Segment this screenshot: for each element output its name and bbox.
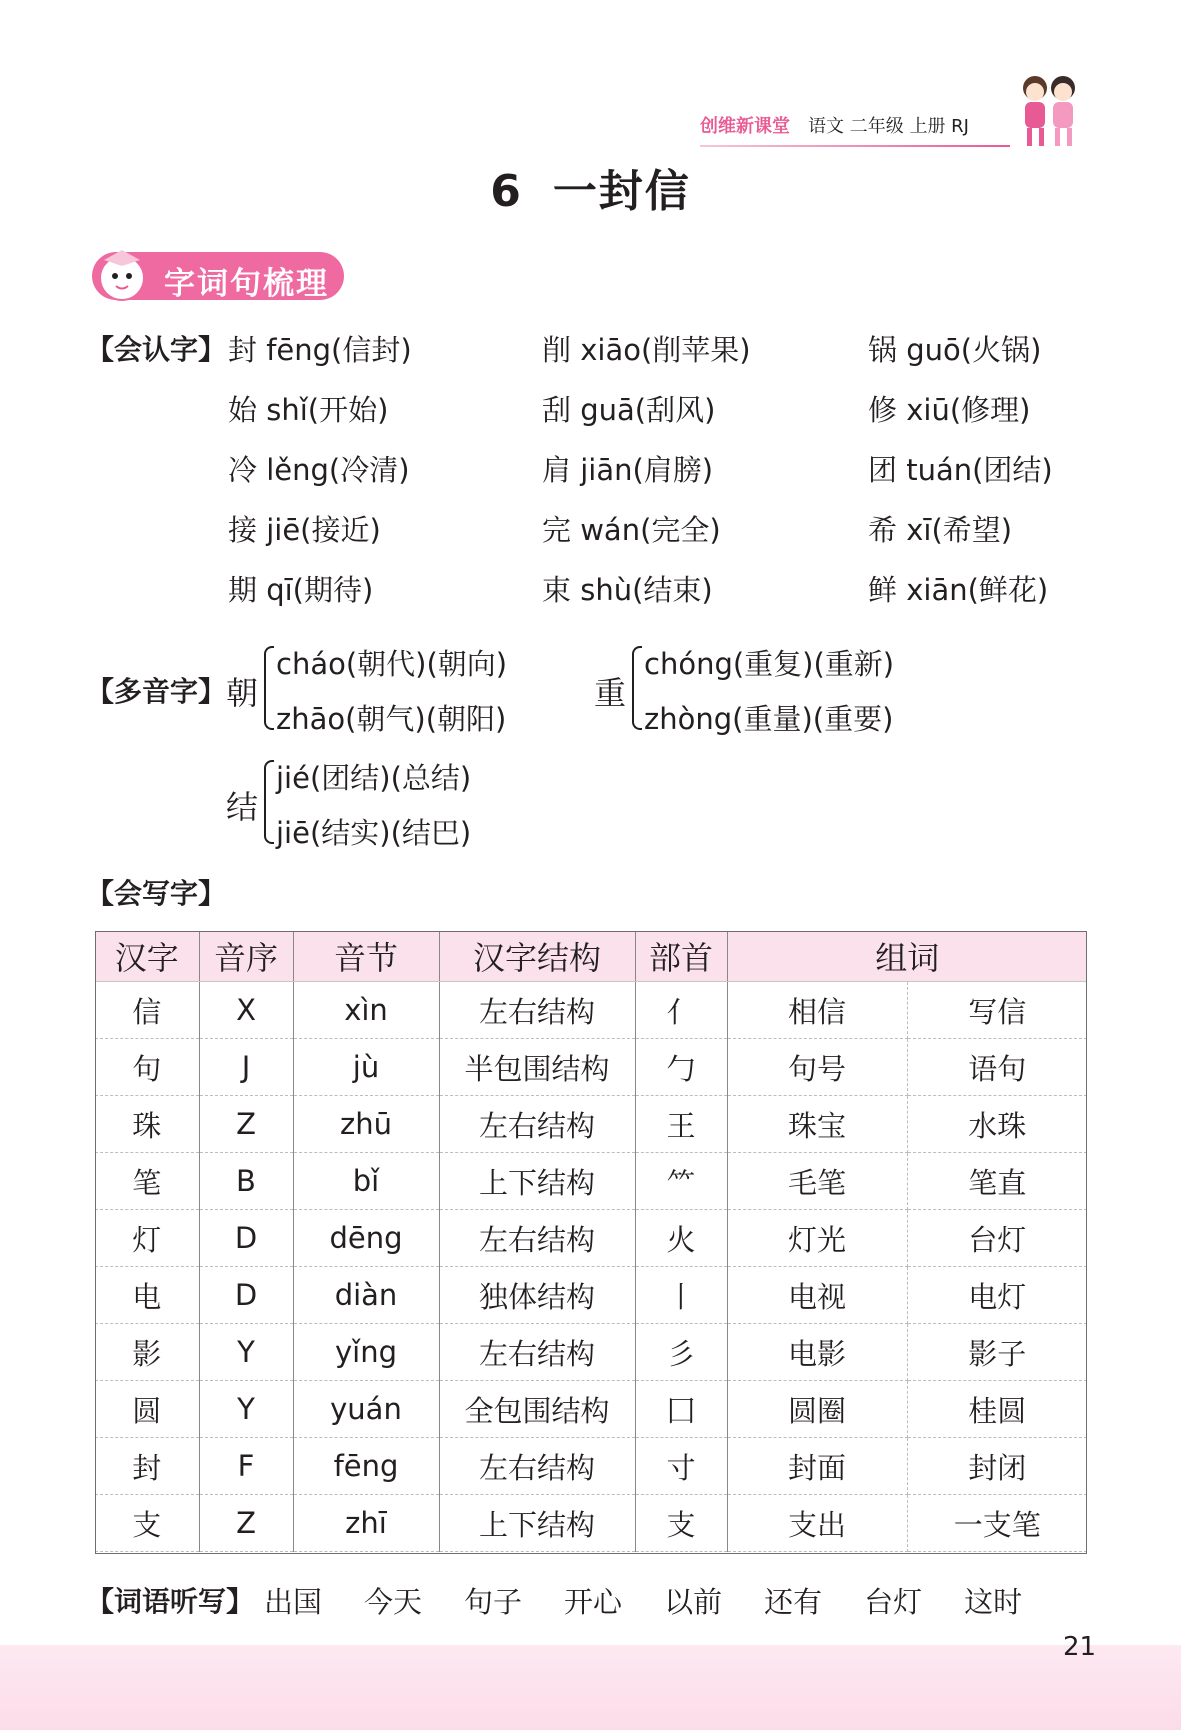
header-cell: 汉字结构 [439, 931, 635, 982]
cell: 珠 [95, 1096, 199, 1153]
brand-name: 创维新课堂 [700, 116, 790, 137]
cell: 台灯 [907, 1210, 1087, 1267]
polyphonic-reading: chóng(重复)(重新) [644, 647, 895, 681]
cell: bǐ [293, 1153, 439, 1210]
cell: 句号 [727, 1039, 907, 1096]
kids-illustration-icon [1005, 70, 1091, 152]
cell: diàn [293, 1267, 439, 1324]
cell: D [199, 1267, 293, 1324]
table-row [95, 1039, 1087, 1096]
cell: zhī [293, 1495, 439, 1552]
cell: F [199, 1438, 293, 1495]
recognize-item: 完 wán(完全) [542, 513, 721, 547]
cell: D [199, 1210, 293, 1267]
cell: Z [199, 1495, 293, 1552]
cell: dēng [293, 1210, 439, 1267]
recognize-item: 始 shǐ(开始) [228, 393, 389, 427]
cell: 写信 [907, 982, 1087, 1039]
header-cell: 汉字 [95, 931, 199, 982]
recognize-label: 【会认字】 [86, 333, 227, 366]
table-row [95, 1153, 1087, 1210]
cell: 圆 [95, 1381, 199, 1438]
cell: 影 [95, 1324, 199, 1381]
cell: 支出 [727, 1495, 907, 1552]
polyphonic-reading: cháo(朝代)(朝向) [276, 647, 508, 681]
cell: 彡 [635, 1324, 727, 1381]
polyphonic-reading: jiē(结实)(结巴) [276, 816, 472, 850]
recognize-item: 期 qī(期待) [228, 573, 374, 607]
cell: Z [199, 1096, 293, 1153]
cell: 水珠 [907, 1096, 1087, 1153]
dictation-word: 还有 [764, 1585, 823, 1619]
cell: 独体结构 [439, 1267, 635, 1324]
mascot-icon [94, 246, 156, 304]
polyphonic-char: 结 [226, 788, 259, 826]
cell: Y [199, 1324, 293, 1381]
header-cell: 组词 [727, 931, 1087, 982]
cell: 笔 [95, 1153, 199, 1210]
table-row [95, 1267, 1087, 1324]
cell: 支 [95, 1495, 199, 1552]
write-label: 【会写字】 [86, 877, 227, 910]
header-cell: 音节 [293, 931, 439, 982]
cell: 电灯 [907, 1267, 1087, 1324]
recognize-item: 修 xiū(修理) [868, 393, 1031, 427]
header-cell: 音序 [199, 931, 293, 982]
cell: 圆圈 [727, 1381, 907, 1438]
cell: 勹 [635, 1039, 727, 1096]
cell: J [199, 1039, 293, 1096]
cell: Y [199, 1381, 293, 1438]
cell: 灯 [95, 1210, 199, 1267]
cell: 封闭 [907, 1438, 1087, 1495]
cell: X [199, 982, 293, 1039]
table-row [95, 982, 1087, 1039]
polyphonic-label: 【多音字】 [86, 675, 227, 708]
header-cell: 部首 [635, 931, 727, 982]
table-row [95, 1495, 1087, 1552]
cell: 电 [95, 1267, 199, 1324]
table-row [95, 1381, 1087, 1438]
cell: 亻 [635, 982, 727, 1039]
cell: 电视 [727, 1267, 907, 1324]
cell: xìn [293, 982, 439, 1039]
table-row [95, 1438, 1087, 1495]
cell: 句 [95, 1039, 199, 1096]
cell: 上下结构 [439, 1495, 635, 1552]
table-header-row [95, 931, 1087, 982]
cell: 笔直 [907, 1153, 1087, 1210]
dictation-words [264, 1580, 1064, 1621]
recognize-item: 接 jiē(接近) [228, 513, 381, 547]
cell: yuán [293, 1381, 439, 1438]
cell: 王 [635, 1096, 727, 1153]
recognize-item: 锅 guō(火锅) [868, 333, 1042, 367]
recognize-item: 刮 guā(刮风) [542, 393, 716, 427]
cell: 灯光 [727, 1210, 907, 1267]
recognize-item: 鲜 xiān(鲜花) [868, 573, 1049, 607]
cell: yǐng [293, 1324, 439, 1381]
dictation-word: 开心 [564, 1585, 623, 1619]
polyphonic-char: 朝 [226, 674, 259, 712]
cell: 上下结构 [439, 1153, 635, 1210]
cell: 寸 [635, 1438, 727, 1495]
cell: 相信 [727, 982, 907, 1039]
footer-band [0, 1645, 1181, 1730]
brace [632, 646, 642, 730]
lesson-title [0, 155, 1181, 219]
cell: 一支笔 [907, 1495, 1087, 1552]
polyphonic-char: 重 [594, 674, 627, 712]
cell: 信 [95, 982, 199, 1039]
lesson-name: 一封信 [552, 166, 691, 217]
dictation-word: 句子 [464, 1585, 523, 1619]
recognize-item: 削 xiāo(削苹果) [542, 333, 751, 367]
cell: 封 [95, 1438, 199, 1495]
section-title: 字词句梳理 [164, 266, 329, 302]
cell: B [199, 1153, 293, 1210]
book-meta: 语文 二年级 上册 RJ [808, 116, 969, 137]
cell: 左右结构 [439, 1324, 635, 1381]
brace [264, 760, 274, 844]
polyphonic-reading: zhòng(重量)(重要) [644, 702, 894, 736]
cell: 半包围结构 [439, 1039, 635, 1096]
cell: jù [293, 1039, 439, 1096]
cell: 毛笔 [727, 1153, 907, 1210]
section-badge [92, 252, 344, 300]
cell: 语句 [907, 1039, 1087, 1096]
table-row [95, 1096, 1087, 1153]
cell: zhū [293, 1096, 439, 1153]
polyphonic-reading: zhāo(朝气)(朝阳) [276, 702, 507, 736]
cell: 全包围结构 [439, 1381, 635, 1438]
brace [264, 646, 274, 730]
cell: 囗 [635, 1381, 727, 1438]
dictation-label: 【词语听写】 [86, 1585, 255, 1618]
table-row [95, 1324, 1087, 1381]
dictation-word: 今天 [364, 1585, 423, 1619]
dictation-word: 以前 [664, 1585, 723, 1619]
page-number: 21 [1063, 1632, 1097, 1662]
header-divider [700, 145, 1010, 147]
cell: 左右结构 [439, 1096, 635, 1153]
cell: 桂圆 [907, 1381, 1087, 1438]
table-row [95, 1210, 1087, 1267]
recognize-item: 团 tuán(团结) [868, 453, 1053, 487]
cell: 支 [635, 1495, 727, 1552]
cell: fēng [293, 1438, 439, 1495]
recognize-item: 束 shù(结束) [542, 573, 713, 607]
cell: 丨 [635, 1267, 727, 1324]
write-table [95, 931, 1087, 1552]
dictation-word: 这时 [964, 1585, 1023, 1619]
cell: 左右结构 [439, 1438, 635, 1495]
cell: 左右结构 [439, 982, 635, 1039]
cell: 火 [635, 1210, 727, 1267]
recognize-item: 冷 lěng(冷清) [228, 453, 410, 487]
cell: 封面 [727, 1438, 907, 1495]
recognize-item: 肩 jiān(肩膀) [542, 453, 714, 487]
polyphonic-reading: jié(团结)(总结) [276, 761, 472, 795]
recognize-item: 封 fēng(信封) [228, 333, 412, 367]
cell: 左右结构 [439, 1210, 635, 1267]
recognize-item: 希 xī(希望) [868, 513, 1013, 547]
dictation-word: 台灯 [864, 1585, 923, 1619]
lesson-number: 6 [490, 166, 523, 217]
cell: 珠宝 [727, 1096, 907, 1153]
dictation-word: 出国 [264, 1585, 323, 1619]
cell: 影子 [907, 1324, 1087, 1381]
cell: ⺮ [635, 1153, 727, 1210]
cell: 电影 [727, 1324, 907, 1381]
